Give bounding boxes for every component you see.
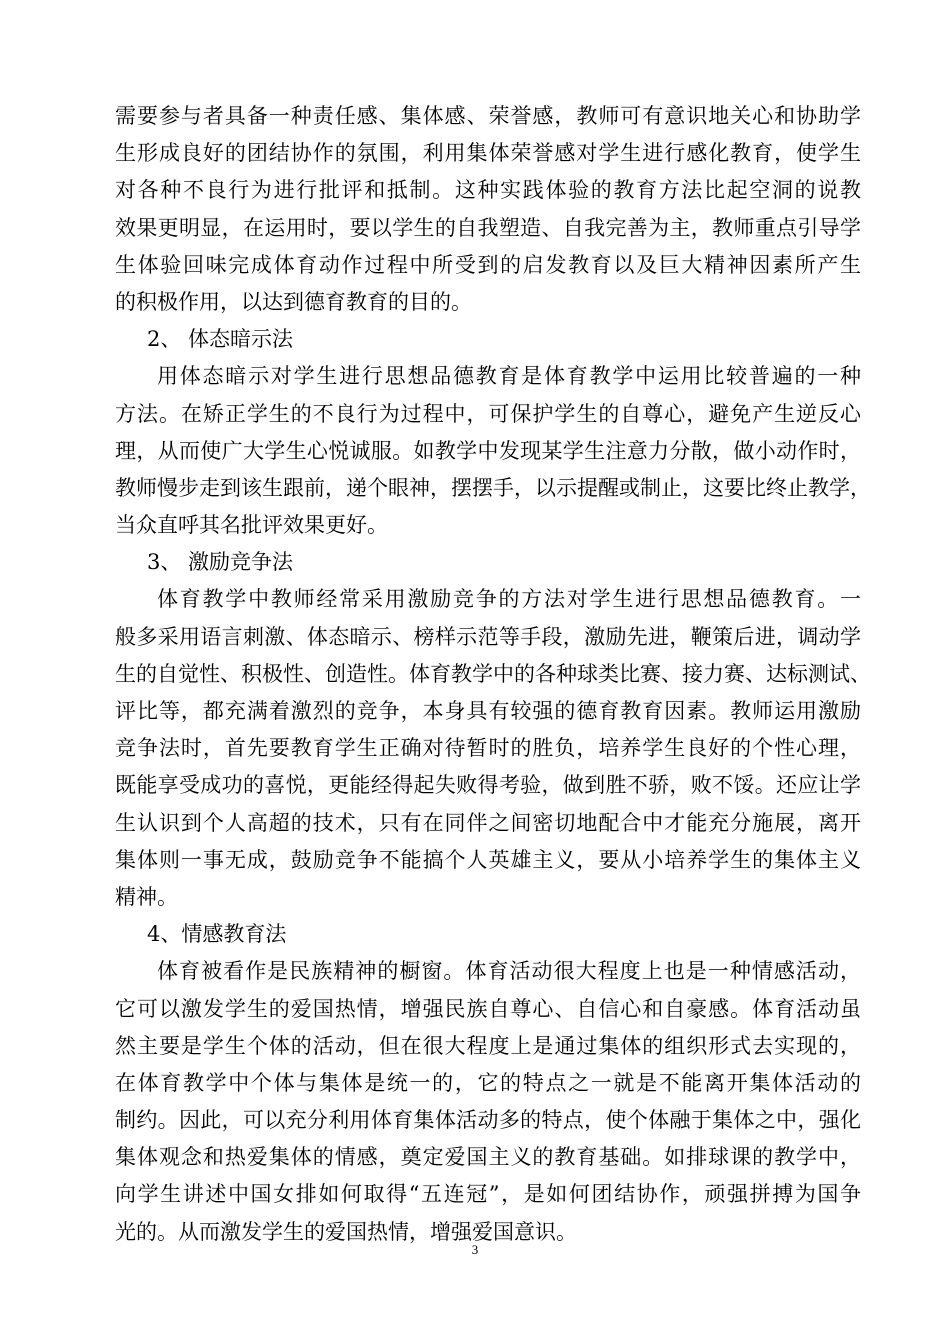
text-line: 体育被看作是民族精神的橱窗。体育活动很大程度上也是一种情感活动，: [157, 959, 861, 984]
text-line: 评比等，都充满着激烈的竞争，本身具有较强的德育教育因素。教师运用激励: [115, 699, 861, 723]
text-line: 在体育教学中个体与集体是统一的，它的特点之一就是不能离开集体活动的: [115, 1070, 861, 1095]
section-heading: 4、情感教育法: [147, 922, 287, 947]
page-number: 3: [471, 1242, 479, 1257]
text-line: 生认识到个人高超的技术，只有在同伴之间密切地配合中才能充分施展，离开: [115, 810, 861, 835]
text-line: 既能享受成功的喜悦，更能经得起失败得考验，做到胜不骄，败不馁。还应让学: [115, 773, 861, 798]
text-line: 方法。在矫正学生的不良行为过程中，可保护学生的自尊心，避免产生逆反心: [115, 401, 861, 426]
text-line: 般多采用语言刺激、体态暗示、榜样示范等手段，激励先进，鞭策后进，调动学: [115, 624, 861, 649]
text-line: 生的自觉性、积极性、创造性。体育教学中的各种球类比赛、接力赛、达标测试、: [115, 661, 871, 686]
text-line: 它可以激发学生的爱国热情，增强民族自尊心、自信心和自豪感。体育活动虽: [115, 996, 861, 1021]
text-line: 体育教学中教师经常采用激励竞争的方法对学生进行思想品德教育。一: [157, 587, 861, 612]
text-line: 向学生讲述中国女排如何取得“五连冠”，是如何团结协作，顽强拼搏为国争: [115, 1182, 861, 1207]
text-line: 制约。因此，可以充分利用体育集体活动多的特点，使个体融于集体之中，强化: [115, 1108, 861, 1133]
section-heading: 2、 体态暗示法: [147, 327, 294, 352]
text-line: 效果更明显，在运用时，要以学生的自我塑造、自我完善为主，教师重点引导学: [115, 215, 861, 240]
body-text: [115, 98, 871, 1251]
section-heading: 3、 激励竞争法: [147, 550, 294, 575]
text-line: 的积极作用，以达到德育教育的目的。: [115, 289, 472, 314]
text-line: 用体态暗示对学生进行思想品德教育是体育教学中运用比较普遍的一种: [157, 364, 861, 389]
text-line: 生形成良好的团结协作的氛围，利用集体荣誉感对学生进行感化教育，使学生: [115, 141, 861, 166]
text-line: 精神。: [115, 884, 178, 909]
text-line: 集体观念和热爱集体的情感，奠定爱国主义的教育基础。如排球课的教学中，: [115, 1145, 861, 1170]
text-line: 然主要是学生个体的活动，但在很大程度上是通过集体的组织形式去实现的，: [115, 1033, 861, 1058]
text-line: 教师慢步走到该生跟前，递个眼神，摆摆手，以示提醒或制止，这要比终止教学，: [115, 475, 871, 500]
text-line: 对各种不良行为进行批评和抵制。这种实践体验的教育方法比起空洞的说教: [115, 178, 861, 203]
text-line: 当众直呼其名批评效果更好。: [115, 513, 388, 538]
text-line: 需要参与者具备一种责任感、集体感、荣誉感，教师可有意识地关心和协助学: [115, 104, 861, 128]
text-line: 生体验回味完成体育动作过程中所受到的启发教育以及巨大精神因素所产生: [115, 252, 861, 277]
text-line: 集体则一事无成，鼓励竞争不能搞个人英雄主义，要从小培养学生的集体主义: [115, 847, 861, 872]
text-line: 光的。从而激发学生的爱国热情，增强爱国意识。: [115, 1219, 577, 1244]
text-line: 理，从而使广大学生心悦诚服。如教学中发现某学生注意力分散，做小动作时，: [115, 438, 861, 463]
text-line: 竞争法时，首先要教育学生正确对待暂时的胜负，培养学生良好的个性心理，: [115, 736, 861, 761]
